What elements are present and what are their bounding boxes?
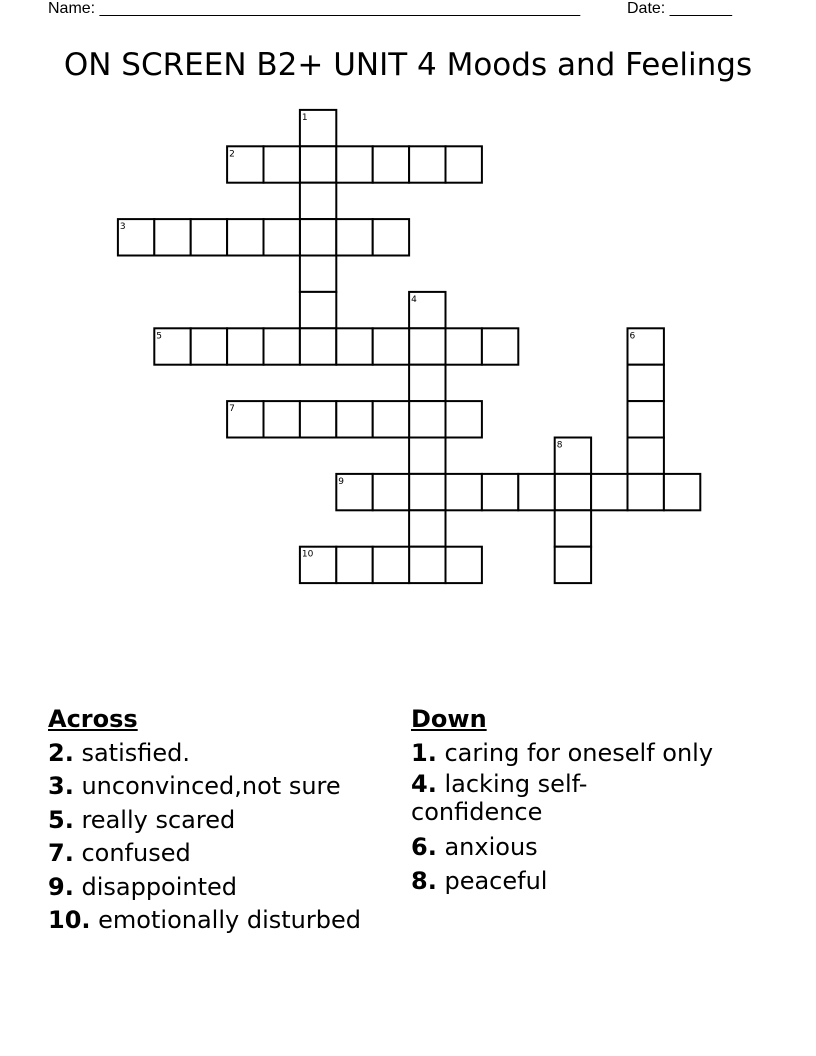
across-clue [48,837,403,871]
clue-text: emotionally disturbed [98,906,361,934]
clue-number: 2. [48,738,74,767]
page-title: ON SCREEN B2+ UNIT 4 Moods and Feelings [63,47,753,83]
clue-number: 9. [48,872,74,901]
cell-number: 5 [156,331,163,342]
grid-cell[interactable] [628,474,664,510]
grid-cell[interactable] [482,328,518,364]
clue-text: satisfied. [81,738,191,767]
clue-number: 10. [48,906,91,934]
grid-cell[interactable] [409,365,445,401]
grid-cell[interactable] [409,510,445,546]
grid-cell[interactable] [628,401,664,437]
grid-cell[interactable] [300,183,336,219]
grid-cell[interactable] [264,146,300,182]
grid-cell[interactable] [336,219,372,255]
cell-number: 2 [229,149,235,160]
grid-cell[interactable] [446,474,482,510]
down-clue [411,770,641,831]
grid-cell[interactable] [446,401,482,437]
grid-cell[interactable] [300,328,336,364]
grid-cell[interactable] [446,547,482,583]
grid-cell[interactable] [191,328,227,364]
grid-cell[interactable] [409,146,445,182]
down-clue [411,737,771,771]
grid-cell[interactable] [373,219,409,255]
grid-cell[interactable] [409,547,445,583]
clue-text: confused [81,839,191,867]
down-heading: Down [411,705,487,733]
clue-number: 7. [48,839,74,867]
grid-cell[interactable] [373,401,409,437]
clue-text: peaceful [444,866,548,895]
across-clues [48,703,403,938]
across-heading: Across [48,705,138,733]
grid-cell[interactable] [154,219,190,255]
across-clue [48,904,403,938]
clue-text: lacking self-confidence [411,770,588,826]
across-clue [48,871,403,905]
clue-text: disappointed [81,872,238,901]
grid-cell[interactable] [628,365,664,401]
cell-number: 6 [629,331,636,342]
grid-cell[interactable] [591,474,627,510]
cell-number: 3 [119,222,126,233]
cell-number: 7 [229,404,235,415]
grid-cell[interactable] [191,219,227,255]
across-clue [48,804,403,838]
down-clue [411,865,771,899]
cell-number: 4 [411,294,417,305]
grid-cell[interactable] [409,474,445,510]
grid-cell[interactable] [373,328,409,364]
cell-number: 9 [338,476,345,487]
date-field-label: Date: _______ [627,0,732,17]
grid-cell[interactable] [628,438,664,474]
grid-cell[interactable] [518,474,554,510]
grid-cell[interactable] [555,547,591,583]
grid-cell[interactable] [409,438,445,474]
grid-cell[interactable] [264,401,300,437]
grid-cell[interactable] [664,474,700,510]
clue-text: unconvinced,not sure [81,772,341,800]
cell-number: 1 [301,112,308,123]
grid-cell[interactable] [482,474,518,510]
grid-cell[interactable] [336,401,372,437]
clue-number: 1. [411,738,437,767]
grid-cell[interactable] [336,328,372,364]
cell-number: 10 [301,549,314,560]
clue-number: 6. [411,833,437,861]
grid-cell[interactable] [373,146,409,182]
clue-number: 3. [48,772,74,800]
grid-cell[interactable] [555,510,591,546]
grid-cell[interactable] [336,547,372,583]
clue-text: caring for oneself only [444,738,714,767]
cell-number: 8 [556,440,563,451]
across-clue [48,770,403,804]
clue-number: 8. [411,866,437,895]
down-clues [411,703,771,898]
grid-cell[interactable] [300,401,336,437]
grid-cell[interactable] [227,328,263,364]
grid-cell[interactable] [336,146,372,182]
grid-cell[interactable] [300,292,336,328]
down-clue [411,831,771,865]
grid-cell[interactable] [300,256,336,292]
grid-cell[interactable] [555,474,591,510]
grid-cell[interactable] [409,401,445,437]
grid-cell[interactable] [373,547,409,583]
grid-cell[interactable] [300,146,336,182]
grid-cell[interactable] [264,219,300,255]
grid-cell[interactable] [227,219,263,255]
grid-cell[interactable] [446,146,482,182]
clue-text: anxious [444,833,538,861]
name-field-label: Name: ______________________________________________________ [48,0,581,17]
grid-cell[interactable] [264,328,300,364]
grid-cell[interactable] [409,328,445,364]
grid-cell[interactable] [300,219,336,255]
clue-number: 4. [411,770,437,798]
grid-cell[interactable] [446,328,482,364]
clue-number: 5. [48,805,74,834]
clue-text: really scared [81,805,236,834]
grid-cell[interactable] [373,474,409,510]
across-clue [48,737,403,771]
